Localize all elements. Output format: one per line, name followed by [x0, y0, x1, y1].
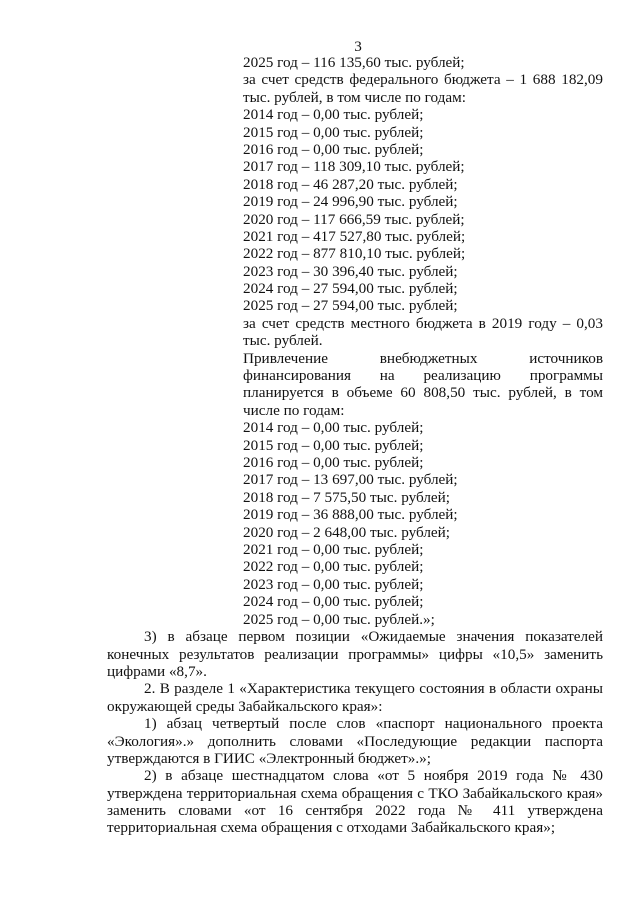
- text-line: 2025 год – 116 135,60 тыс. рублей;: [243, 54, 465, 71]
- text-line: 2021 год – 0,00 тыс. рублей;: [243, 540, 424, 558]
- text-line: цифрами «8,7».: [107, 662, 207, 680]
- text-line: 2019 год – 36 888,00 тыс. рублей;: [243, 506, 458, 524]
- text-line: 2021 год – 417 527,80 тыс. рублей;: [243, 227, 466, 245]
- page-number: 3: [354, 38, 362, 55]
- text-line: 2016 год – 0,00 тыс. рублей;: [243, 140, 424, 158]
- text-line: 2024 год – 0,00 тыс. рублей;: [243, 593, 424, 611]
- text-line: 2023 год – 30 396,40 тыс. рублей;: [243, 262, 458, 280]
- text-line: числе по годам:: [243, 401, 345, 419]
- text-line: конечных результатов реализации программы» цифры «10,5» заменить: [107, 645, 603, 663]
- text-line: Привлечение внебюджетных источников: [243, 349, 603, 367]
- text-line: планируется в объеме 60 808,50 тыс. рублей, в том: [243, 384, 603, 402]
- text-line: тыс. рублей.: [243, 332, 323, 350]
- text-line: утверждаются в ГИИС «Электронный бюджет».»;: [107, 749, 431, 767]
- text-line: тыс. рублей, в том числе по годам:: [243, 88, 466, 106]
- text-line: финансирования на реализацию программы: [243, 367, 603, 385]
- amendment-text: [107, 628, 603, 837]
- text-line: 2022 год – 0,00 тыс. рублей;: [243, 558, 424, 576]
- text-line: 2019 год – 24 996,90 тыс. рублей;: [243, 193, 458, 211]
- text-line: 2017 год – 118 309,10 тыс. рублей;: [243, 158, 465, 176]
- text-line: 2. В разделе 1 «Характеристика текущего состояния в области охраны: [144, 680, 603, 698]
- passport-funding-column: [243, 54, 603, 628]
- text-line: «Экология».» дополнить словами «Последующие редакции паспорта: [107, 732, 603, 750]
- text-line: 2) в абзаце шестнадцатом слова «от 5 ноября 2019 года № 430: [144, 767, 603, 785]
- text-line: территориальная схема обращения с отходами Забайкальского края»;: [107, 819, 556, 837]
- text-line: 1) абзац четвертый после слов «паспорт национального проекта: [144, 715, 603, 733]
- text-line: 2018 год – 46 287,20 тыс. рублей;: [243, 175, 458, 193]
- text-line: 2023 год – 0,00 тыс. рублей;: [243, 575, 424, 593]
- text-line: за счет средств местного бюджета в 2019 году – 0,03: [243, 314, 603, 332]
- text-line: 2024 год – 27 594,00 тыс. рублей;: [243, 280, 458, 298]
- text-line: 2015 год – 0,00 тыс. рублей;: [243, 436, 424, 454]
- text-line: 2020 год – 117 666,59 тыс. рублей;: [243, 210, 465, 228]
- text-line: заменить словами «от 16 сентября 2022 года № 411 утверждена: [107, 802, 603, 820]
- text-line: за счет средств федерального бюджета – 1 688 182,09: [243, 71, 603, 89]
- text-line: утверждена территориальная схема обращения с ТКО Забайкальского края»: [107, 784, 603, 802]
- text-line: 2014 год – 0,00 тыс. рублей;: [243, 106, 424, 124]
- text-line: 2025 год – 0,00 тыс. рублей.»;: [243, 610, 435, 628]
- text-line: 2014 год – 0,00 тыс. рублей;: [243, 419, 424, 437]
- text-line: 2025 год – 27 594,00 тыс. рублей;: [243, 297, 458, 315]
- text-line: 3) в абзаце первом позиции «Ожидаемые значения показателей: [144, 628, 603, 646]
- text-line: 2018 год – 7 575,50 тыс. рублей;: [243, 488, 451, 506]
- text-line: 2020 год – 2 648,00 тыс. рублей;: [243, 523, 451, 541]
- text-line: 2022 год – 877 810,10 тыс. рублей;: [243, 245, 466, 263]
- text-line: 2017 год – 13 697,00 тыс. рублей;: [243, 471, 458, 489]
- text-line: 2015 год – 0,00 тыс. рублей;: [243, 123, 424, 141]
- text-line: окружающей среды Забайкальского края»:: [107, 697, 383, 715]
- text-line: 2016 год – 0,00 тыс. рублей;: [243, 453, 424, 471]
